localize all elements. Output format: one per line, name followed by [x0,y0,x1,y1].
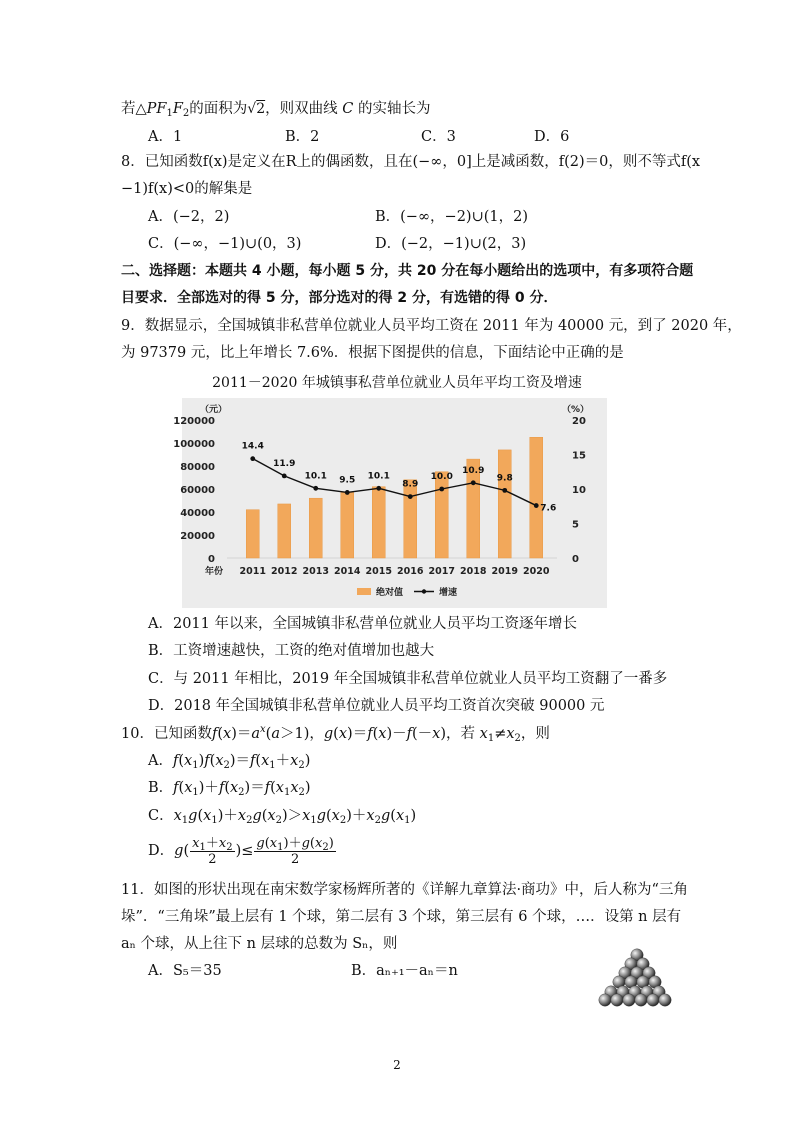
growth-label-2012: 11.9 [273,458,296,469]
q11-option-b: B．aₙ₊₁－aₙ＝n [351,963,458,979]
legend-swatch-line-marker [422,589,426,593]
triangular-pile-of-balls [597,945,677,1010]
growth-label-2014: 9.5 [339,475,356,486]
ball [659,994,671,1006]
q9-stem-line1: 9．数据显示，全国城镇非私营单位就业人员平均工资在 2011 年为 40000 元，到了 2020 年， [121,318,742,334]
q11-stem-line2: 垛”．“三角垛”最上层有 1 个球，第二层有 3 个球，第三层有 6 个球，…．设第 n 层有 [121,909,682,925]
wage-chart [173,398,607,608]
growth-point-2015 [376,486,381,491]
growth-label-2011: 14.4 [241,441,264,452]
ball [611,994,623,1006]
y-left-unit-label: （元） [200,405,228,415]
growth-label-2018: 10.9 [462,465,485,476]
q8-option-a: A．(−2，2) [148,209,230,225]
q10-option-d: D．g( $\frac{x_1+x_2}{2}$ )≤ $\frac{g(x_1)+g(x_2)}{2}$ [148,835,334,867]
growth-label-2017: 10.0 [430,472,453,482]
ball [635,994,647,1006]
q11-stem-line1: 11．如图的形状出现在南宋数学家杨辉所著的《详解九章算法·商功》中，后人称为“三角 [121,882,688,898]
bar-2017 [435,472,448,558]
bar-2015 [372,487,385,558]
q7-option-a: A．1 [148,129,183,145]
y-right-tick-label: 20 [572,416,586,427]
q8-option-c: C．(−∞，−1)∪(0，3) [148,236,302,252]
bar-2020 [530,437,543,558]
q9-stem-line2: 为 97379 元，比上年增长 7.6%．根据下图提供的信息，下面结论中正确的是 [121,345,624,361]
bar-2013 [309,498,322,558]
y-left-tick-label: 120000 [173,416,215,427]
growth-point-2012 [282,473,287,478]
section-heading-line2: 目要求．全部选对的得 5 分，部分选对的得 2 分，有选错的得 0 分． [121,290,558,306]
x-tick-label-2014: 2014 [334,566,361,577]
q8-option-b: B．(−∞，−2)∪(1，2) [375,209,528,225]
growth-point-2018 [471,480,476,485]
q7-option-c: C．3 [421,129,456,145]
y-left-tick-label: 40000 [180,508,215,519]
q10-stem: 10．已知函数$f(x)=a^x(a>1)$，g(x)＝f(x)－f(－x)，若 $x_1\ne x_2$，则 [121,724,550,744]
q7-option-b: B．2 [285,129,320,145]
y-right-tick-label: 0 [572,554,579,565]
y-right-tick-label: 15 [572,450,586,462]
q9-option-c: C．与 2011 年相比，2019 年全国城镇非私营单位就业人员平均工资翻了一番多 [148,671,668,687]
growth-label-2015: 10.1 [367,471,390,482]
q11-stem-line3: aₙ 个球，从上往下 n 层球的总数为 Sₙ，则 [121,936,398,952]
q11-option-a: A．S₅＝35 [148,963,222,979]
x-axis-label: 年份 [205,567,224,577]
bar-2014 [341,492,354,558]
ball [623,994,635,1006]
bar-2016 [404,480,417,558]
growth-point-2013 [313,486,318,491]
legend-label-line: 增速 [439,588,458,598]
growth-label-2016: 8.9 [402,479,419,490]
q10-option-b: B．$f(x_1)+f(x_2)=f(x_1x_2)$ [148,780,311,798]
bar-2019 [498,450,511,558]
x-tick-label-2013: 2013 [302,566,329,577]
q9-option-b: B．工资增速越快，工资的绝对值增加也越大 [148,643,435,659]
x-tick-label-2015: 2015 [365,566,392,577]
growth-label-2013: 10.1 [304,471,327,482]
x-tick-label-2018: 2018 [460,566,487,577]
q7-option-d: D．6 [534,129,570,145]
growth-point-2019 [502,488,507,493]
page-number: 2 [393,1058,401,1072]
q10-option-a: A．$f(x_1)f(x_2)=f(x_1+x_2)$ [148,753,311,771]
bar-2011 [246,510,259,558]
q9-option-d: D．2018 年全国城镇非私营单位就业人员平均工资首次突破 90000 元 [148,698,605,714]
section-heading-line1: 二、选择题：本题共 4 小题，每小题 5 分，共 20 分在每小题给出的选项中，有多项符合题 [121,263,694,279]
growth-point-2014 [345,490,350,495]
chart-title: 2011－2020 年城镇事私营单位就业人员年平均工资及增速 [212,375,582,391]
legend-label-bar: 绝对值 [376,588,404,598]
x-tick-label-2012: 2012 [271,566,298,577]
x-tick-label-2019: 2019 [491,566,518,577]
y-left-tick-label: 20000 [180,531,215,542]
legend-swatch-bar [357,588,371,595]
ball [647,994,659,1006]
ball [599,994,611,1006]
x-tick-label-2020: 2020 [523,566,550,577]
growth-point-2020 [534,503,539,508]
y-left-tick-label: 100000 [173,439,215,450]
y-right-tick-label: 5 [572,519,579,531]
q8-stem-line2: −1)f(x)<0的解集是 [121,181,253,197]
q10-option-c: C．$x_1g(x_1)+x_2g(x_2)>x_1g(x_2)+x_2g(x_1)$ [148,808,417,826]
y-right-tick-label: 10 [572,485,586,496]
q8-option-d: D．(−2，−1)∪(2，3) [375,236,527,252]
x-tick-label-2016: 2016 [397,566,424,577]
y-left-tick-label: 80000 [180,462,215,473]
growth-point-2016 [408,494,413,499]
q8-stem-line1: 8．已知函数f(x)是定义在R上的偶函数，且在(−∞，0]上是减函数，f(2)＝0，则不等式f(x [121,154,701,170]
q9-option-a: A．2011 年以来，全国城镇非私营单位就业人员平均工资逐年增长 [148,616,577,632]
growth-label-2020: 7.6 [540,503,557,514]
growth-point-2011 [250,456,255,461]
y-left-tick-label: 0 [208,554,215,565]
x-tick-label-2011: 2011 [239,566,266,577]
growth-point-2017 [439,487,444,492]
growth-label-2019: 9.8 [496,473,513,484]
x-tick-label-2017: 2017 [428,566,455,577]
bar-2012 [278,504,291,558]
q7-tail: 若$\triangle PF_1F_2$的面积为√2，则双曲线 C 的实轴长为 [121,101,431,119]
y-right-unit-label: （%） [562,405,590,415]
y-left-tick-label: 60000 [180,485,215,496]
